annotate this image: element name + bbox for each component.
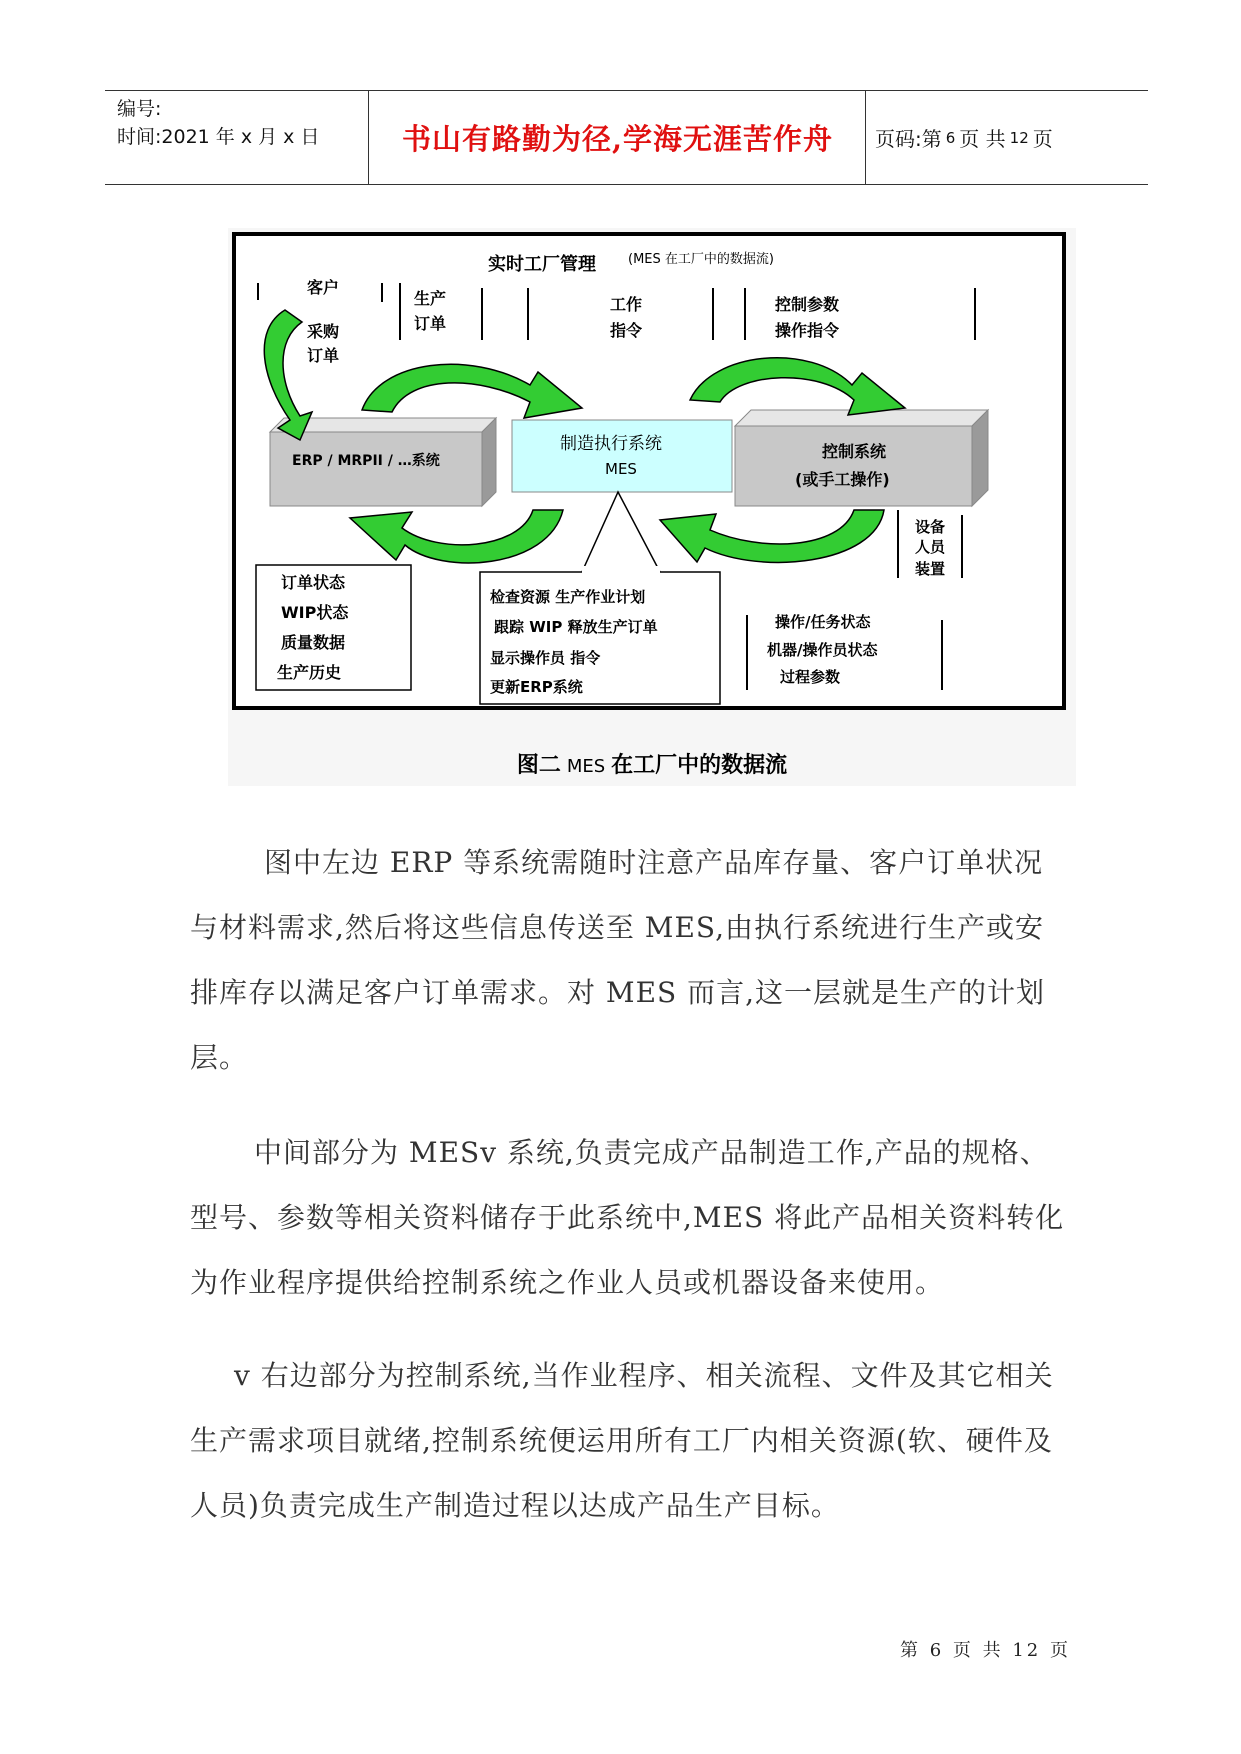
page-suffix: 页 xyxy=(1032,127,1053,151)
caption-suffix: 在工厂中的数据流 xyxy=(611,753,788,778)
left-status-3: 生产历史 xyxy=(277,663,342,682)
page-footer: 第 6 页 共 12 页 xyxy=(900,1640,1071,1661)
caption-prefix: 图二 xyxy=(516,753,561,778)
label-work: 工作 xyxy=(610,295,643,314)
caption-mes: MES xyxy=(566,756,606,777)
page-prefix: 页码:第 xyxy=(875,127,942,151)
label-production: 生产 xyxy=(414,289,447,308)
left-status-2: 质量数据 xyxy=(281,633,346,652)
control-box-line2: (或手工操作) xyxy=(795,470,890,489)
label-order: 订单 xyxy=(307,346,340,365)
mes-task-1: 跟踪 WIP 释放生产订单 xyxy=(494,618,658,636)
mes-box-line2: MES xyxy=(605,460,637,478)
side-right-1: 人员 xyxy=(915,538,946,556)
paragraph-mes: 中间部分为 MESv 系统,负责完成产品制造工作,产品的规格、型号、参数等相关资料储存于此系统中,MES 将此产品相关资料转化为作业程序提供给控制系统之作业人员或机器设备来使用。 xyxy=(190,1136,1065,1299)
page-mid: 页 共 xyxy=(959,127,1006,151)
label-operation-instruction: 操作指令 xyxy=(775,321,840,340)
label-instruction: 指令 xyxy=(610,321,643,340)
mes-task-0: 检查资源 生产作业计划 xyxy=(490,588,646,606)
left-status-1: WIP状态 xyxy=(281,603,349,622)
diagram-subtitle: (MES 在工厂中的数据流) xyxy=(628,252,774,267)
mes-callout xyxy=(582,492,660,572)
page-total: 12 xyxy=(1009,128,1029,147)
label-purchase: 采购 xyxy=(307,322,340,341)
left-status-0: 订单状态 xyxy=(281,573,346,592)
right-status-1: 机器/操作员状态 xyxy=(767,641,878,659)
label-customer: 客户 xyxy=(307,278,340,297)
figure-caption xyxy=(228,748,1076,779)
number-label: 编号: xyxy=(117,98,162,120)
side-right-2: 装置 xyxy=(915,560,946,578)
mes-box-line1: 制造执行系统 xyxy=(560,434,662,454)
label-production-order: 订单 xyxy=(414,314,447,333)
erp-box-label: ERP / MRPII / …系统 xyxy=(292,453,440,469)
side-right-0: 设备 xyxy=(915,518,946,536)
control-box-line1: 控制系统 xyxy=(822,442,887,461)
page-current: 6 xyxy=(945,128,956,147)
time-label: 时间:2021 年 x 月 x 日 xyxy=(117,126,320,148)
paragraph-erp: 图中左边 ERP 等系统需随时注意产品库存量、客户订单状况与材料需求,然后将这些信息传送至 MES,由执行系统进行生产或安排库存以满足客户订单需求。对 MES 而言,这一层就是生产的计划层。 xyxy=(190,846,1045,1074)
mes-task-3: 更新ERP系统 xyxy=(490,678,583,696)
paragraph-control: v 右边部分为控制系统,当作业程序、相关流程、文件及其它相关生产需求项目就绪,控制系统便运用所有工厂内相关资源(软、硬件及人员)负责完成生产制造过程以达成产品生产目标。 xyxy=(190,1359,1054,1522)
diagram-title: 实时工厂管理 xyxy=(488,254,596,275)
right-status-0: 操作/任务状态 xyxy=(775,613,871,631)
mes-task-2: 显示操作员 指令 xyxy=(490,649,601,667)
right-status-2: 过程参数 xyxy=(780,668,841,686)
mes-box xyxy=(512,420,732,492)
header-motto: 书山有路勤为径,学海无涯苦作舟 xyxy=(401,122,834,156)
label-control-params: 控制参数 xyxy=(775,295,840,314)
